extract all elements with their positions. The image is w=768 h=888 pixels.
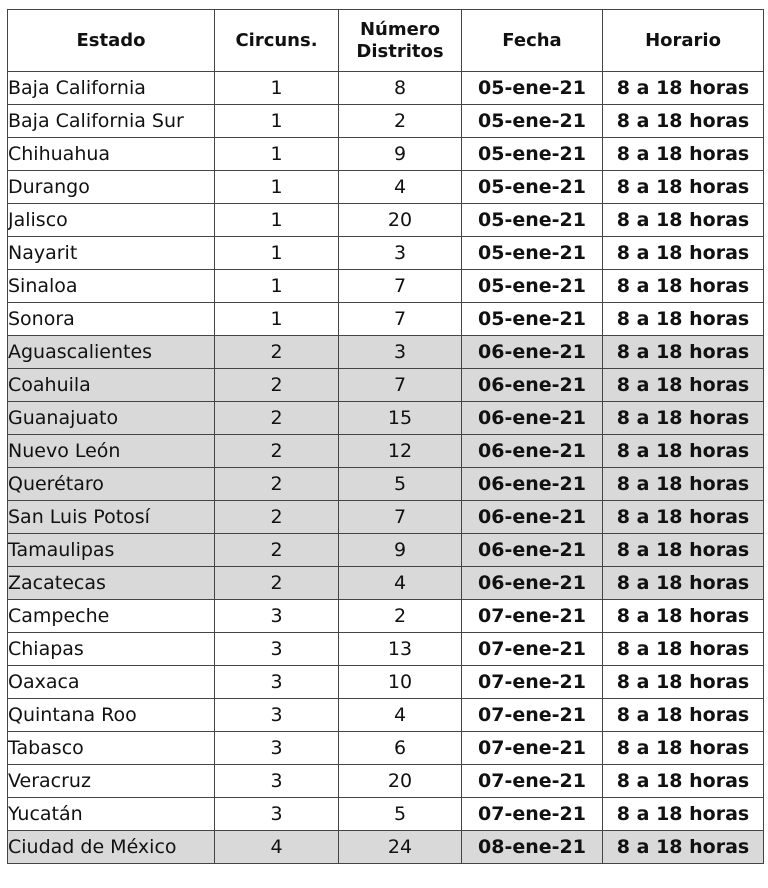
cell-distritos: 9 (339, 138, 462, 171)
table-body (8, 72, 764, 864)
cell-estado: Sinaloa (8, 270, 215, 303)
cell-estado: Nuevo León (8, 435, 215, 468)
cell-horario: 8 a 18 horas (603, 171, 764, 204)
cell-circuns: 2 (215, 369, 339, 402)
cell-estado: Aguascalientes (8, 336, 215, 369)
cell-estado: Baja California Sur (8, 105, 215, 138)
cell-estado: Jalisco (8, 204, 215, 237)
cell-fecha: 07-ene-21 (462, 765, 603, 798)
cell-fecha: 07-ene-21 (462, 732, 603, 765)
cell-horario: 8 a 18 horas (603, 633, 764, 666)
cell-distritos: 7 (339, 303, 462, 336)
cell-circuns: 3 (215, 798, 339, 831)
distritos-schedule-table (7, 9, 764, 864)
cell-circuns: 3 (215, 732, 339, 765)
cell-estado: Durango (8, 171, 215, 204)
cell-circuns: 2 (215, 435, 339, 468)
table-row (8, 567, 764, 600)
table-row (8, 105, 764, 138)
table-row (8, 831, 764, 864)
cell-distritos: 2 (339, 105, 462, 138)
cell-circuns: 2 (215, 567, 339, 600)
cell-horario: 8 a 18 horas (603, 336, 764, 369)
header-numero-line1: Número (359, 18, 441, 40)
cell-estado: Oaxaca (8, 666, 215, 699)
cell-circuns: 2 (215, 501, 339, 534)
cell-estado: Tabasco (8, 732, 215, 765)
cell-circuns: 1 (215, 138, 339, 171)
cell-estado: Sonora (8, 303, 215, 336)
table-row (8, 534, 764, 567)
cell-horario: 8 a 18 horas (603, 567, 764, 600)
cell-horario: 8 a 18 horas (603, 600, 764, 633)
cell-circuns: 3 (215, 633, 339, 666)
cell-distritos: 9 (339, 534, 462, 567)
cell-distritos: 7 (339, 270, 462, 303)
cell-fecha: 05-ene-21 (462, 72, 603, 105)
cell-fecha: 05-ene-21 (462, 171, 603, 204)
table-row (8, 633, 764, 666)
header-estado: Estado (8, 10, 215, 72)
cell-horario: 8 a 18 horas (603, 699, 764, 732)
cell-horario: 8 a 18 horas (603, 204, 764, 237)
cell-circuns: 2 (215, 534, 339, 567)
cell-distritos: 7 (339, 501, 462, 534)
cell-circuns: 1 (215, 303, 339, 336)
cell-estado: Guanajuato (8, 402, 215, 435)
cell-distritos: 5 (339, 468, 462, 501)
cell-circuns: 1 (215, 105, 339, 138)
cell-distritos: 4 (339, 567, 462, 600)
table-row (8, 765, 764, 798)
cell-horario: 8 a 18 horas (603, 369, 764, 402)
table-row (8, 666, 764, 699)
header-numero-distritos (339, 10, 462, 72)
cell-estado: Querétaro (8, 468, 215, 501)
cell-estado: Yucatán (8, 798, 215, 831)
cell-estado: Nayarit (8, 237, 215, 270)
header-row (8, 10, 764, 72)
table-row (8, 171, 764, 204)
cell-fecha: 05-ene-21 (462, 138, 603, 171)
cell-distritos: 5 (339, 798, 462, 831)
cell-fecha: 05-ene-21 (462, 270, 603, 303)
cell-circuns: 4 (215, 831, 339, 864)
cell-circuns: 2 (215, 468, 339, 501)
cell-circuns: 3 (215, 765, 339, 798)
cell-distritos: 15 (339, 402, 462, 435)
cell-fecha: 06-ene-21 (462, 468, 603, 501)
table-row (8, 369, 764, 402)
cell-estado: Coahuila (8, 369, 215, 402)
table-row (8, 138, 764, 171)
cell-horario: 8 a 18 horas (603, 468, 764, 501)
cell-horario: 8 a 18 horas (603, 666, 764, 699)
cell-horario: 8 a 18 horas (603, 435, 764, 468)
cell-fecha: 06-ene-21 (462, 402, 603, 435)
table-row (8, 798, 764, 831)
cell-fecha: 08-ene-21 (462, 831, 603, 864)
cell-horario: 8 a 18 horas (603, 105, 764, 138)
cell-distritos: 8 (339, 72, 462, 105)
cell-circuns: 1 (215, 237, 339, 270)
cell-horario: 8 a 18 horas (603, 303, 764, 336)
cell-circuns: 3 (215, 699, 339, 732)
table-row (8, 204, 764, 237)
cell-estado: Chihuahua (8, 138, 215, 171)
cell-distritos: 7 (339, 369, 462, 402)
cell-fecha: 05-ene-21 (462, 237, 603, 270)
header-numero-line2: Distritos (356, 40, 444, 62)
cell-horario: 8 a 18 horas (603, 270, 764, 303)
table-row (8, 435, 764, 468)
cell-horario: 8 a 18 horas (603, 534, 764, 567)
cell-horario: 8 a 18 horas (603, 237, 764, 270)
cell-horario: 8 a 18 horas (603, 765, 764, 798)
cell-fecha: 06-ene-21 (462, 567, 603, 600)
cell-estado: Veracruz (8, 765, 215, 798)
cell-horario: 8 a 18 horas (603, 501, 764, 534)
cell-distritos: 24 (339, 831, 462, 864)
cell-estado: Zacatecas (8, 567, 215, 600)
cell-circuns: 1 (215, 171, 339, 204)
cell-circuns: 2 (215, 402, 339, 435)
table-row (8, 237, 764, 270)
cell-distritos: 20 (339, 765, 462, 798)
cell-horario: 8 a 18 horas (603, 138, 764, 171)
table-row (8, 501, 764, 534)
cell-circuns: 1 (215, 204, 339, 237)
header-horario: Horario (603, 10, 764, 72)
cell-horario: 8 a 18 horas (603, 798, 764, 831)
cell-circuns: 1 (215, 270, 339, 303)
cell-fecha: 06-ene-21 (462, 435, 603, 468)
header-circuns: Circuns. (215, 10, 339, 72)
table-header (8, 10, 764, 72)
table-row (8, 402, 764, 435)
cell-distritos: 6 (339, 732, 462, 765)
cell-horario: 8 a 18 horas (603, 732, 764, 765)
cell-estado: Quintana Roo (8, 699, 215, 732)
table-row (8, 72, 764, 105)
cell-distritos: 13 (339, 633, 462, 666)
table-row (8, 732, 764, 765)
cell-horario: 8 a 18 horas (603, 402, 764, 435)
cell-fecha: 06-ene-21 (462, 369, 603, 402)
table-row (8, 600, 764, 633)
cell-fecha: 05-ene-21 (462, 105, 603, 138)
table-row (8, 336, 764, 369)
cell-circuns: 1 (215, 72, 339, 105)
cell-circuns: 3 (215, 666, 339, 699)
cell-horario: 8 a 18 horas (603, 72, 764, 105)
cell-fecha: 06-ene-21 (462, 534, 603, 567)
cell-fecha: 06-ene-21 (462, 336, 603, 369)
cell-fecha: 07-ene-21 (462, 600, 603, 633)
cell-fecha: 05-ene-21 (462, 204, 603, 237)
cell-fecha: 07-ene-21 (462, 666, 603, 699)
cell-distritos: 3 (339, 237, 462, 270)
cell-fecha: 07-ene-21 (462, 633, 603, 666)
cell-fecha: 07-ene-21 (462, 699, 603, 732)
cell-fecha: 06-ene-21 (462, 501, 603, 534)
cell-estado: San Luis Potosí (8, 501, 215, 534)
cell-estado: Baja California (8, 72, 215, 105)
cell-distritos: 12 (339, 435, 462, 468)
table-row (8, 270, 764, 303)
cell-estado: Campeche (8, 600, 215, 633)
cell-circuns: 3 (215, 600, 339, 633)
table-row (8, 468, 764, 501)
cell-fecha: 05-ene-21 (462, 303, 603, 336)
cell-distritos: 2 (339, 600, 462, 633)
cell-estado: Chiapas (8, 633, 215, 666)
cell-estado: Ciudad de México (8, 831, 215, 864)
cell-distritos: 3 (339, 336, 462, 369)
header-fecha: Fecha (462, 10, 603, 72)
cell-estado: Tamaulipas (8, 534, 215, 567)
cell-horario: 8 a 18 horas (603, 831, 764, 864)
cell-distritos: 4 (339, 171, 462, 204)
cell-circuns: 2 (215, 336, 339, 369)
table-row (8, 699, 764, 732)
table-row (8, 303, 764, 336)
cell-fecha: 07-ene-21 (462, 798, 603, 831)
cell-distritos: 4 (339, 699, 462, 732)
cell-distritos: 20 (339, 204, 462, 237)
cell-distritos: 10 (339, 666, 462, 699)
